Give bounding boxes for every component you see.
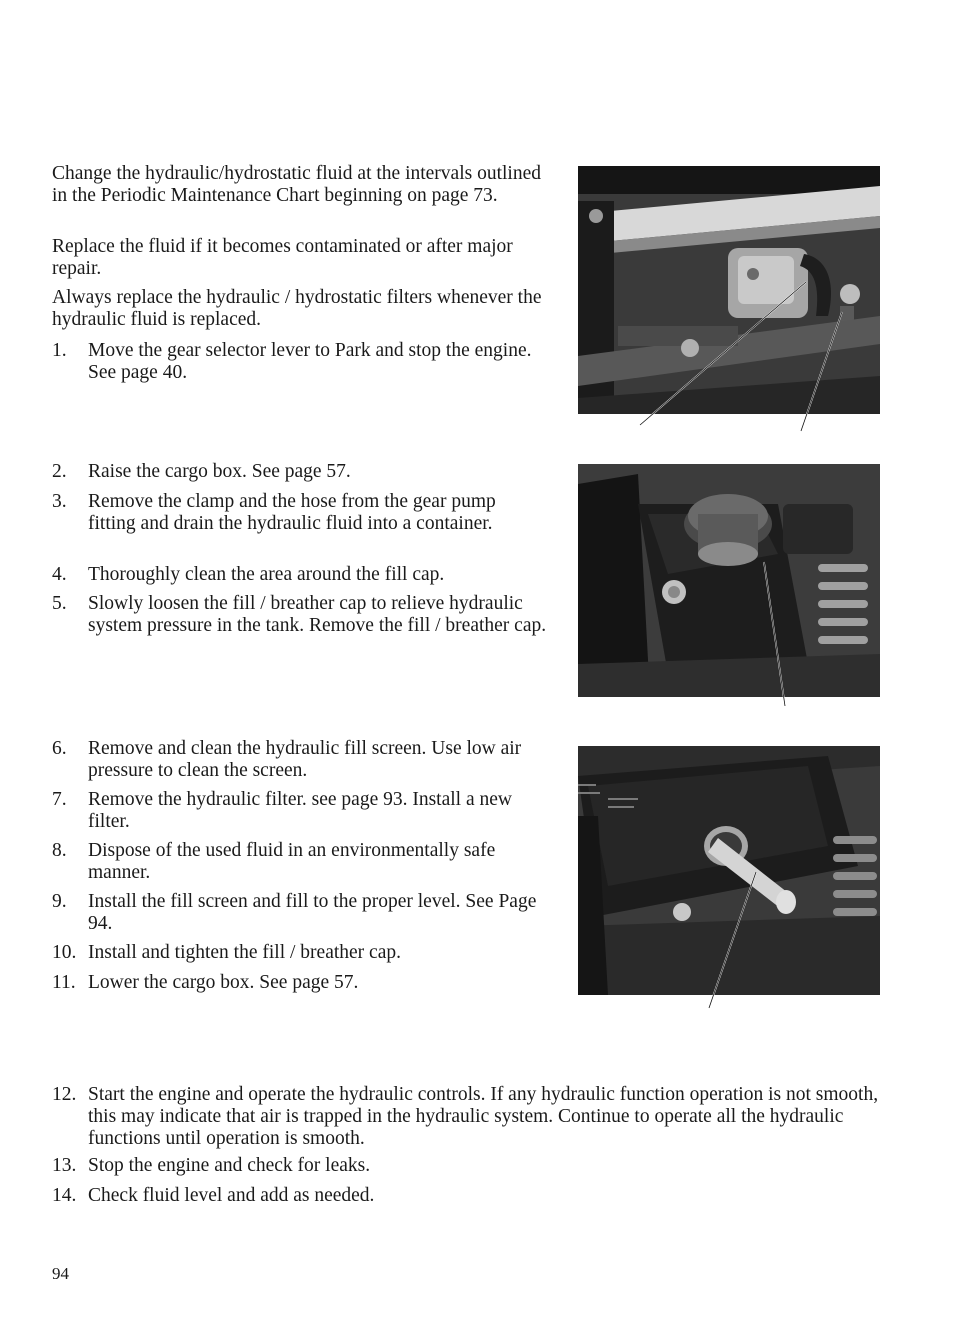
step-number: 13. — [52, 1155, 77, 1176]
step-number: 7. — [52, 789, 67, 810]
step-text: Slowly loosen the fill / breather cap to relieve hydraulic system pressure in the tank. Remove the fill / breather cap. — [88, 593, 547, 636]
step-text: Remove the clamp and the hose from the gear pump fitting and drain the hydraulic fluid into a container. — [88, 491, 496, 534]
photo-fill-screen — [578, 746, 880, 995]
step-text: Install and tighten the fill / breather cap. — [88, 942, 401, 963]
step-text: Dispose of the used fluid in an environmentally safe manner. — [88, 840, 496, 883]
step-text: Install the fill screen and fill to the proper level. See Page 94. — [88, 891, 537, 934]
fill-cap-illustration — [578, 464, 880, 697]
step-text: Check fluid level and add as needed. — [88, 1185, 375, 1206]
step-text: Remove and clean the hydraulic fill screen. Use low air pressure to clean the screen. — [88, 738, 522, 781]
step-number: 2. — [52, 461, 67, 482]
step-text: Remove the hydraulic filter. see page 93. Install a new filter. — [88, 789, 512, 832]
step-number: 11. — [52, 972, 76, 993]
step-number: 9. — [52, 891, 67, 912]
step-number: 1. — [52, 340, 67, 361]
step-number: 3. — [52, 491, 67, 512]
step-number: 6. — [52, 738, 67, 759]
intro-paragraph-1: Change the hydraulic/hydrostatic fluid at the intervals outlined in the Periodic Maintenance Chart beginning on page 73. — [52, 163, 541, 206]
gear-pump-illustration — [578, 166, 880, 414]
step-number: 12. — [52, 1084, 77, 1105]
step-number: 4. — [52, 564, 67, 585]
photo-gear-pump — [578, 166, 880, 414]
intro-paragraph-3: Always replace the hydraulic / hydrostatic filters whenever the hydraulic fluid is replaced. — [52, 287, 542, 330]
intro-paragraph-2: Replace the fluid if it becomes contaminated or after major repair. — [52, 236, 513, 279]
step-number: 5. — [52, 593, 67, 614]
step-text: Start the engine and operate the hydraulic controls. If any hydraulic function operation is not smooth, this may indicate that air is trapped in the hydraulic system. Continue to operate all the hydraulic functions until operation is smooth. — [88, 1084, 879, 1149]
step-text: Stop the engine and check for leaks. — [88, 1155, 371, 1176]
step-text: Thoroughly clean the area around the fill cap. — [88, 564, 445, 585]
step-number: 10. — [52, 942, 77, 963]
step-number: 8. — [52, 840, 67, 861]
photo-fill-breather-cap — [578, 464, 880, 697]
step-text: Raise the cargo box. See page 57. — [88, 461, 351, 482]
step-text: Lower the cargo box. See page 57. — [88, 972, 359, 993]
step-number: 14. — [52, 1185, 77, 1206]
page-number: 94 — [52, 1264, 69, 1283]
step-text: Move the gear selector lever to Park and stop the engine. See page 40. — [88, 340, 532, 383]
fill-screen-illustration — [578, 746, 880, 995]
